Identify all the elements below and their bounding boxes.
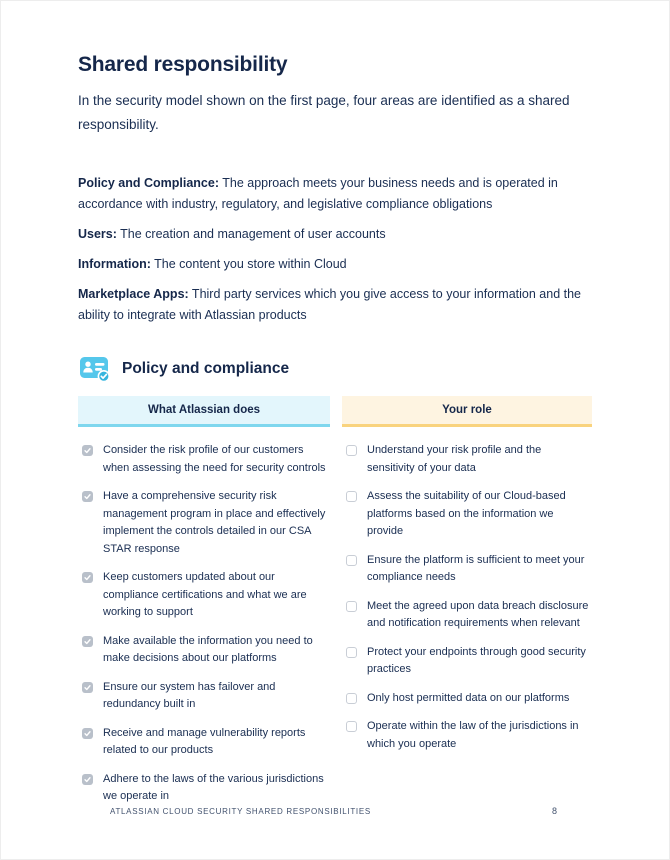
checklist-item-text: Keep customers updated about our compliance certifications and what we are working to support [103,571,307,618]
section-header [78,354,592,384]
checklist-item [82,488,328,558]
checklist-item [346,644,590,679]
page-title: Shared responsibility [78,53,288,76]
checklist-item-text: Receive and manage vulnerability reports related to our products [103,726,306,756]
checklist-your-role [342,442,592,753]
checklist-item-text: Make available the information you need to make decisions about our platforms [103,634,313,664]
definition-term: Policy and Compliance: [78,176,220,190]
definition-term: Information: [78,257,151,271]
checklist-item [346,442,590,477]
definition [78,284,585,326]
checklist-item-text: Protect your endpoints through good security practices [367,645,586,675]
responsibility-table [78,396,592,817]
checklist-item-text: Ensure our system has failover and redundancy built in [103,680,276,710]
checklist-atlassian [78,442,330,806]
page-footer [0,806,670,816]
checklist-item-text: Operate within the law of the jurisdictions in which you operate [367,720,579,750]
section-title: Policy and compliance [122,360,290,377]
checkbox-unchecked-icon [346,693,357,704]
definition-term: Marketplace Apps: [78,287,189,301]
checkbox-unchecked-icon [346,445,357,456]
checklist-item [82,725,328,760]
id-card-check-icon [78,354,112,384]
definition [78,173,585,215]
checkbox-unchecked-icon [346,555,357,566]
checklist-item [82,771,328,806]
checklist-item-text: Only host permitted data on our platforms [367,691,570,704]
checkbox-checked-icon [82,491,93,502]
checklist-item-text: Adhere to the laws of the various jurisdictions we operate in [103,772,324,802]
checklist-item [82,569,328,622]
definition [78,254,585,275]
definition-text: The content you store within Cloud [150,257,347,271]
footer-page-number: 8 [551,806,557,816]
column-atlassian [78,396,330,817]
checklist-item [346,488,590,541]
checkbox-unchecked-icon [346,601,357,612]
checklist-item-text: Assess the suitability of our Cloud-based platforms based on the information we provide [367,490,566,537]
definition-term: Users: [78,227,117,241]
checklist-item [346,718,590,753]
checklist-item-text: Meet the agreed upon data breach disclosure and notification requirements when relevant [367,599,589,629]
checklist-item [82,633,328,668]
checkbox-checked-icon [82,636,93,647]
checkbox-unchecked-icon [346,647,357,658]
checkbox-unchecked-icon [346,721,357,732]
checkbox-checked-icon [82,682,93,693]
intro-paragraph: In the security model shown on the first page, four areas are identified as a shared responsibility. [78,93,570,132]
checkbox-checked-icon [82,572,93,583]
checklist-item-text: Understand your risk profile and the sensitivity of your data [367,444,542,474]
definition-text: The creation and management of user accounts [116,227,386,241]
checklist-item-text: Ensure the platform is sufficient to meet your compliance needs [367,553,585,583]
column-header-atlassian: What Atlassian does [78,396,330,427]
definition-text: The approach meets your business needs and is operated in accordance with industry, regulatory, and legislative compliance obligations [78,176,558,211]
definitions [78,173,592,326]
checklist-item [82,679,328,714]
checklist-item-text: Have a comprehensive security risk management program in place and effectively implement the controls detailed in our CSA STAR response [103,490,326,555]
checkbox-checked-icon [82,728,93,739]
checklist-item [346,690,590,708]
checklist-item-text: Consider the risk profile of our customers when assessing the need for security controls [103,444,326,474]
checkbox-unchecked-icon [346,491,357,502]
definition-text: Third party services which you give access to your information and the ability to integrate with Atlassian products [78,287,582,322]
checkbox-checked-icon [82,774,93,785]
column-header-your-role: Your role [342,396,592,427]
definition [78,224,585,245]
checklist-item [346,598,590,633]
checkbox-checked-icon [82,445,93,456]
checklist-item [346,552,590,587]
column-your-role [342,396,592,817]
footer-document-title: ATLASSIAN CLOUD SECURITY SHARED RESPONSIBILITIES [110,807,371,816]
checklist-item [82,442,328,477]
